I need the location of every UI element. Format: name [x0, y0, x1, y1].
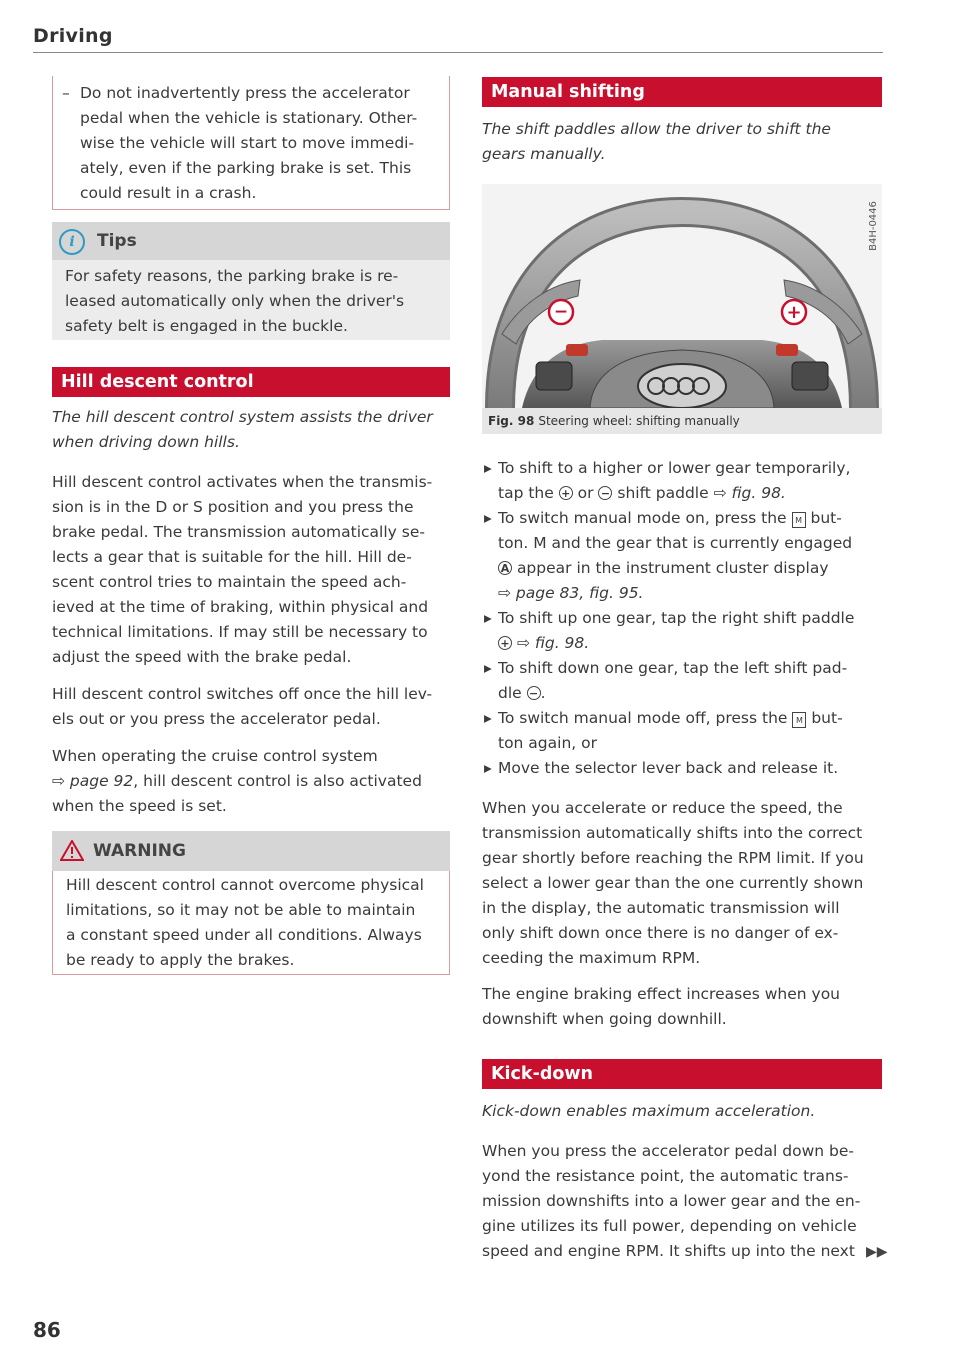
tips-label: Tips	[97, 231, 137, 251]
list-item: To shift to a higher or lower gear temporarily, tap the + or − shift paddle ⇨ fig. 98.	[498, 459, 851, 502]
page-92-link[interactable]: ⇨ page 92	[52, 772, 134, 790]
plus-paddle-symbol: +	[498, 636, 512, 650]
header-divider	[33, 52, 883, 53]
minus-paddle-symbol: −	[527, 686, 541, 700]
bullet-marker: ▸	[484, 609, 492, 627]
hill-descent-para-3: When operating the cruise control system ⇨ page 92, hill descent control is also activated when the speed is set.	[52, 747, 422, 815]
list-dash: –	[62, 84, 70, 102]
bullet-marker: ▸	[484, 659, 492, 677]
warning-continuation-box	[52, 76, 450, 210]
warning-header	[52, 831, 450, 871]
bullet-marker: ▸	[484, 509, 492, 527]
manual-mode-button-icon: M	[792, 512, 806, 528]
page-number: 86	[33, 1318, 61, 1342]
figure-caption: Fig. 98 Steering wheel: shifting manually	[482, 408, 882, 434]
svg-text:−: −	[553, 302, 569, 322]
hill-descent-para-1: Hill descent control activates when the transmis- sion is in the D or S position and you press the brake pedal. The transmission automatically se- lects a gear that is suitable for the hill. Hill de- scent control tries to maintain the speed ach- ieved at the time of braking, within physical and technical limitations. If may still be necessary to adjust the speed with the brake pedal.	[52, 473, 433, 666]
tips-header	[52, 222, 450, 260]
minus-paddle-symbol: −	[598, 486, 612, 500]
kick-down-intro: Kick-down enables maximum acceleration.	[482, 1102, 816, 1120]
figure-code: B4H-0446	[868, 201, 879, 251]
warning-triangle-icon	[60, 840, 84, 861]
plus-paddle-symbol: +	[559, 486, 573, 500]
hill-descent-heading: Hill descent control	[52, 367, 450, 397]
callout-a-icon: A	[498, 561, 512, 575]
section-header: Driving	[33, 25, 113, 47]
manual-shifting-intro: The shift paddles allow the driver to shift the gears manually.	[482, 120, 831, 163]
manual-mode-button-icon: M	[792, 712, 806, 728]
list-item: To switch manual mode on, press the M but- ton. M and the gear that is currently engaged A appear in the instrument cluster display ⇨ page 83, fig. 95.	[498, 506, 878, 606]
kick-down-heading: Kick-down	[482, 1059, 882, 1089]
manual-shifting-heading: Manual shifting	[482, 77, 882, 107]
page-83-link[interactable]: ⇨ page 83, fig. 95.	[498, 584, 644, 602]
steering-wheel-illustration	[482, 184, 882, 408]
list-item: Move the selector lever back and release it.	[498, 759, 839, 777]
list-item: To switch manual mode off, press the M but- ton again, or	[498, 709, 843, 752]
manual-shifting-para-1: When you accelerate or reduce the speed, the transmission automatically shifts into the correct gear shortly before reaching the RPM limit. If you select a lower gear than the one currently shown in the display, the automatic transmission will only shift down once there is no danger of ex- ceeding the maximum RPM.	[482, 799, 864, 967]
continue-marker: ▶▶	[866, 1244, 888, 1260]
manual-shifting-para-2: The engine braking effect increases when you downshift when going downhill.	[482, 985, 841, 1028]
kick-down-para: When you press the accelerator pedal down be- yond the resistance point, the automatic trans- mission downshifts into a lower gear and the en- gine utilizes its full power, depending on vehicle speed and engine RPM. It shifts up into the next	[482, 1142, 861, 1260]
tips-body: For safety reasons, the parking brake is re- leased automatically only when the driver's safety belt is engaged in the buckle.	[52, 260, 450, 340]
bullet-marker: ▸	[484, 459, 492, 477]
fig-98-link[interactable]: ⇨ fig. 98.	[713, 484, 786, 502]
warning-continuation-text: Do not inadvertently press the accelerator pedal when the vehicle is stationary. Other- wise the vehicle will start to move immedi- ately, even if the parking brake is set. This could result in a crash.	[80, 84, 418, 202]
warning-label: WARNING	[93, 841, 186, 861]
steering-wheel-figure	[482, 184, 882, 434]
hill-descent-intro: The hill descent control system assists the driver when driving down hills.	[52, 408, 433, 451]
list-item: To shift up one gear, tap the right shift paddle + ⇨ fig. 98.	[498, 609, 855, 652]
hill-descent-para-2: Hill descent control switches off once the hill lev- els out or you press the accelerator pedal.	[52, 685, 433, 728]
bullet-marker: ▸	[484, 709, 492, 727]
fig-98-link[interactable]: ⇨ fig. 98.	[516, 634, 590, 652]
warning-body: Hill descent control cannot overcome physical limitations, so it may not be able to maintain a constant speed under all conditions. Always be ready to apply the brakes.	[52, 871, 450, 975]
svg-text:+: +	[786, 302, 802, 323]
list-item: To shift down one gear, tap the left shift pad- dle − .	[498, 659, 848, 702]
bullet-marker: ▸	[484, 759, 492, 777]
info-icon: i	[59, 229, 85, 255]
